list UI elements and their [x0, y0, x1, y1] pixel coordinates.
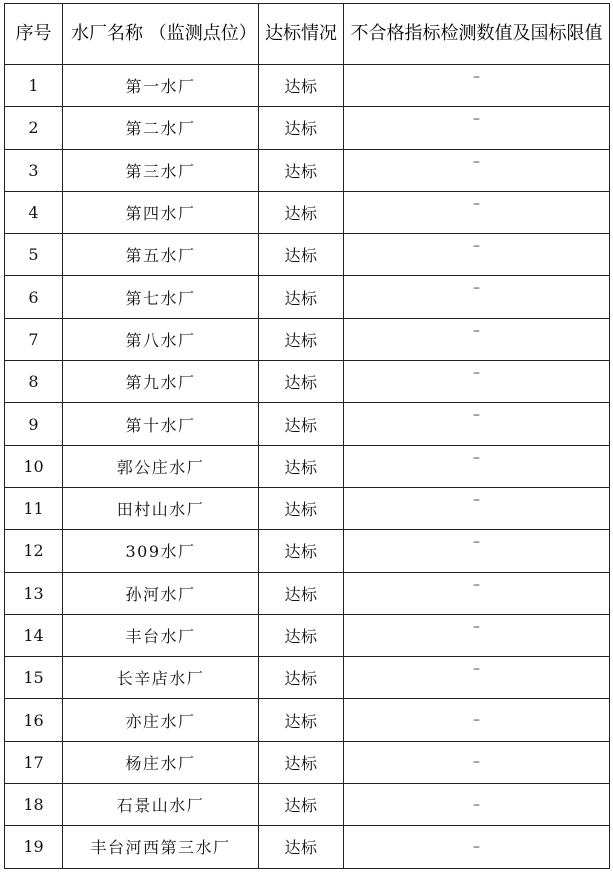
- row-plant-name: 杨庄水厂: [63, 741, 259, 783]
- row-plant-name: 第三水厂: [63, 149, 259, 191]
- row-plant-name: 亦庄水厂: [63, 699, 259, 741]
- row-index: 11: [5, 487, 63, 529]
- row-plant-name: 第四水厂: [63, 191, 259, 233]
- row-status: 达标: [259, 234, 344, 276]
- row-failed-value: –: [344, 191, 610, 233]
- row-plant-name: 石景山水厂: [63, 784, 259, 826]
- row-failed-value: –: [344, 149, 610, 191]
- row-index: 9: [5, 403, 63, 445]
- row-plant-name: 第五水厂: [63, 234, 259, 276]
- header-index: 序号: [5, 4, 63, 65]
- row-status: 达标: [259, 403, 344, 445]
- row-status: 达标: [259, 699, 344, 741]
- table-row: [5, 65, 610, 107]
- row-failed-value: –: [344, 487, 610, 529]
- row-status: 达标: [259, 487, 344, 529]
- table-row: [5, 318, 610, 360]
- table-row: [5, 234, 610, 276]
- table-row: [5, 107, 610, 149]
- row-failed-value: –: [344, 699, 610, 741]
- row-failed-value: –: [344, 826, 610, 868]
- row-index: 5: [5, 234, 63, 276]
- row-failed-value: –: [344, 107, 610, 149]
- row-plant-name: 第八水厂: [63, 318, 259, 360]
- row-status: 达标: [259, 107, 344, 149]
- row-plant-name: 丰台河西第三水厂: [63, 826, 259, 868]
- row-failed-value: –: [344, 234, 610, 276]
- row-index: 12: [5, 530, 63, 572]
- row-index: 18: [5, 784, 63, 826]
- row-status: 达标: [259, 276, 344, 318]
- table-row: [5, 530, 610, 572]
- row-status: 达标: [259, 572, 344, 614]
- row-plant-name: 孙河水厂: [63, 572, 259, 614]
- row-index: 14: [5, 614, 63, 656]
- row-failed-value: –: [344, 276, 610, 318]
- row-failed-value: –: [344, 657, 610, 699]
- row-plant-name: 丰台水厂: [63, 614, 259, 656]
- row-status: 达标: [259, 614, 344, 656]
- row-index: 10: [5, 445, 63, 487]
- row-index: 1: [5, 65, 63, 107]
- row-failed-value: –: [344, 784, 610, 826]
- table-row: [5, 403, 610, 445]
- row-failed-value: –: [344, 614, 610, 656]
- row-plant-name: 309水厂: [63, 530, 259, 572]
- table-row: [5, 276, 610, 318]
- row-index: 19: [5, 826, 63, 868]
- row-plant-name: 田村山水厂: [63, 487, 259, 529]
- water-plant-table: [4, 3, 610, 869]
- row-status: 达标: [259, 826, 344, 868]
- row-failed-value: –: [344, 741, 610, 783]
- table-header-row: [5, 4, 610, 65]
- row-status: 达标: [259, 361, 344, 403]
- table-row: [5, 361, 610, 403]
- row-plant-name: 第十水厂: [63, 403, 259, 445]
- row-index: 3: [5, 149, 63, 191]
- row-plant-name: 长辛店水厂: [63, 657, 259, 699]
- row-plant-name: 第七水厂: [63, 276, 259, 318]
- table-row: [5, 191, 610, 233]
- row-status: 达标: [259, 318, 344, 360]
- header-failed-values: 不合格指标检测数值及国标限值: [344, 4, 610, 65]
- row-index: 8: [5, 361, 63, 403]
- row-plant-name: 第二水厂: [63, 107, 259, 149]
- row-index: 17: [5, 741, 63, 783]
- table-row: [5, 572, 610, 614]
- row-index: 15: [5, 657, 63, 699]
- row-index: 16: [5, 699, 63, 741]
- row-index: 6: [5, 276, 63, 318]
- row-index: 7: [5, 318, 63, 360]
- table-row: [5, 149, 610, 191]
- row-status: 达标: [259, 65, 344, 107]
- row-plant-name: 郭公庄水厂: [63, 445, 259, 487]
- table-row: [5, 614, 610, 656]
- table-row: [5, 741, 610, 783]
- header-status: 达标情况: [259, 4, 344, 65]
- row-failed-value: –: [344, 361, 610, 403]
- row-failed-value: –: [344, 65, 610, 107]
- row-failed-value: –: [344, 445, 610, 487]
- row-index: 2: [5, 107, 63, 149]
- row-status: 达标: [259, 530, 344, 572]
- row-index: 4: [5, 191, 63, 233]
- row-status: 达标: [259, 657, 344, 699]
- row-failed-value: –: [344, 318, 610, 360]
- row-status: 达标: [259, 445, 344, 487]
- row-failed-value: –: [344, 403, 610, 445]
- row-status: 达标: [259, 784, 344, 826]
- header-plant-name: 水厂名称 （监测点位）: [63, 4, 259, 65]
- table-row: [5, 487, 610, 529]
- row-status: 达标: [259, 149, 344, 191]
- table-row: [5, 699, 610, 741]
- row-index: 13: [5, 572, 63, 614]
- row-failed-value: –: [344, 530, 610, 572]
- row-status: 达标: [259, 191, 344, 233]
- table-row: [5, 445, 610, 487]
- row-status: 达标: [259, 741, 344, 783]
- table-row: [5, 826, 610, 868]
- row-plant-name: 第一水厂: [63, 65, 259, 107]
- row-failed-value: –: [344, 572, 610, 614]
- table-row: [5, 784, 610, 826]
- table-row: [5, 657, 610, 699]
- row-plant-name: 第九水厂: [63, 361, 259, 403]
